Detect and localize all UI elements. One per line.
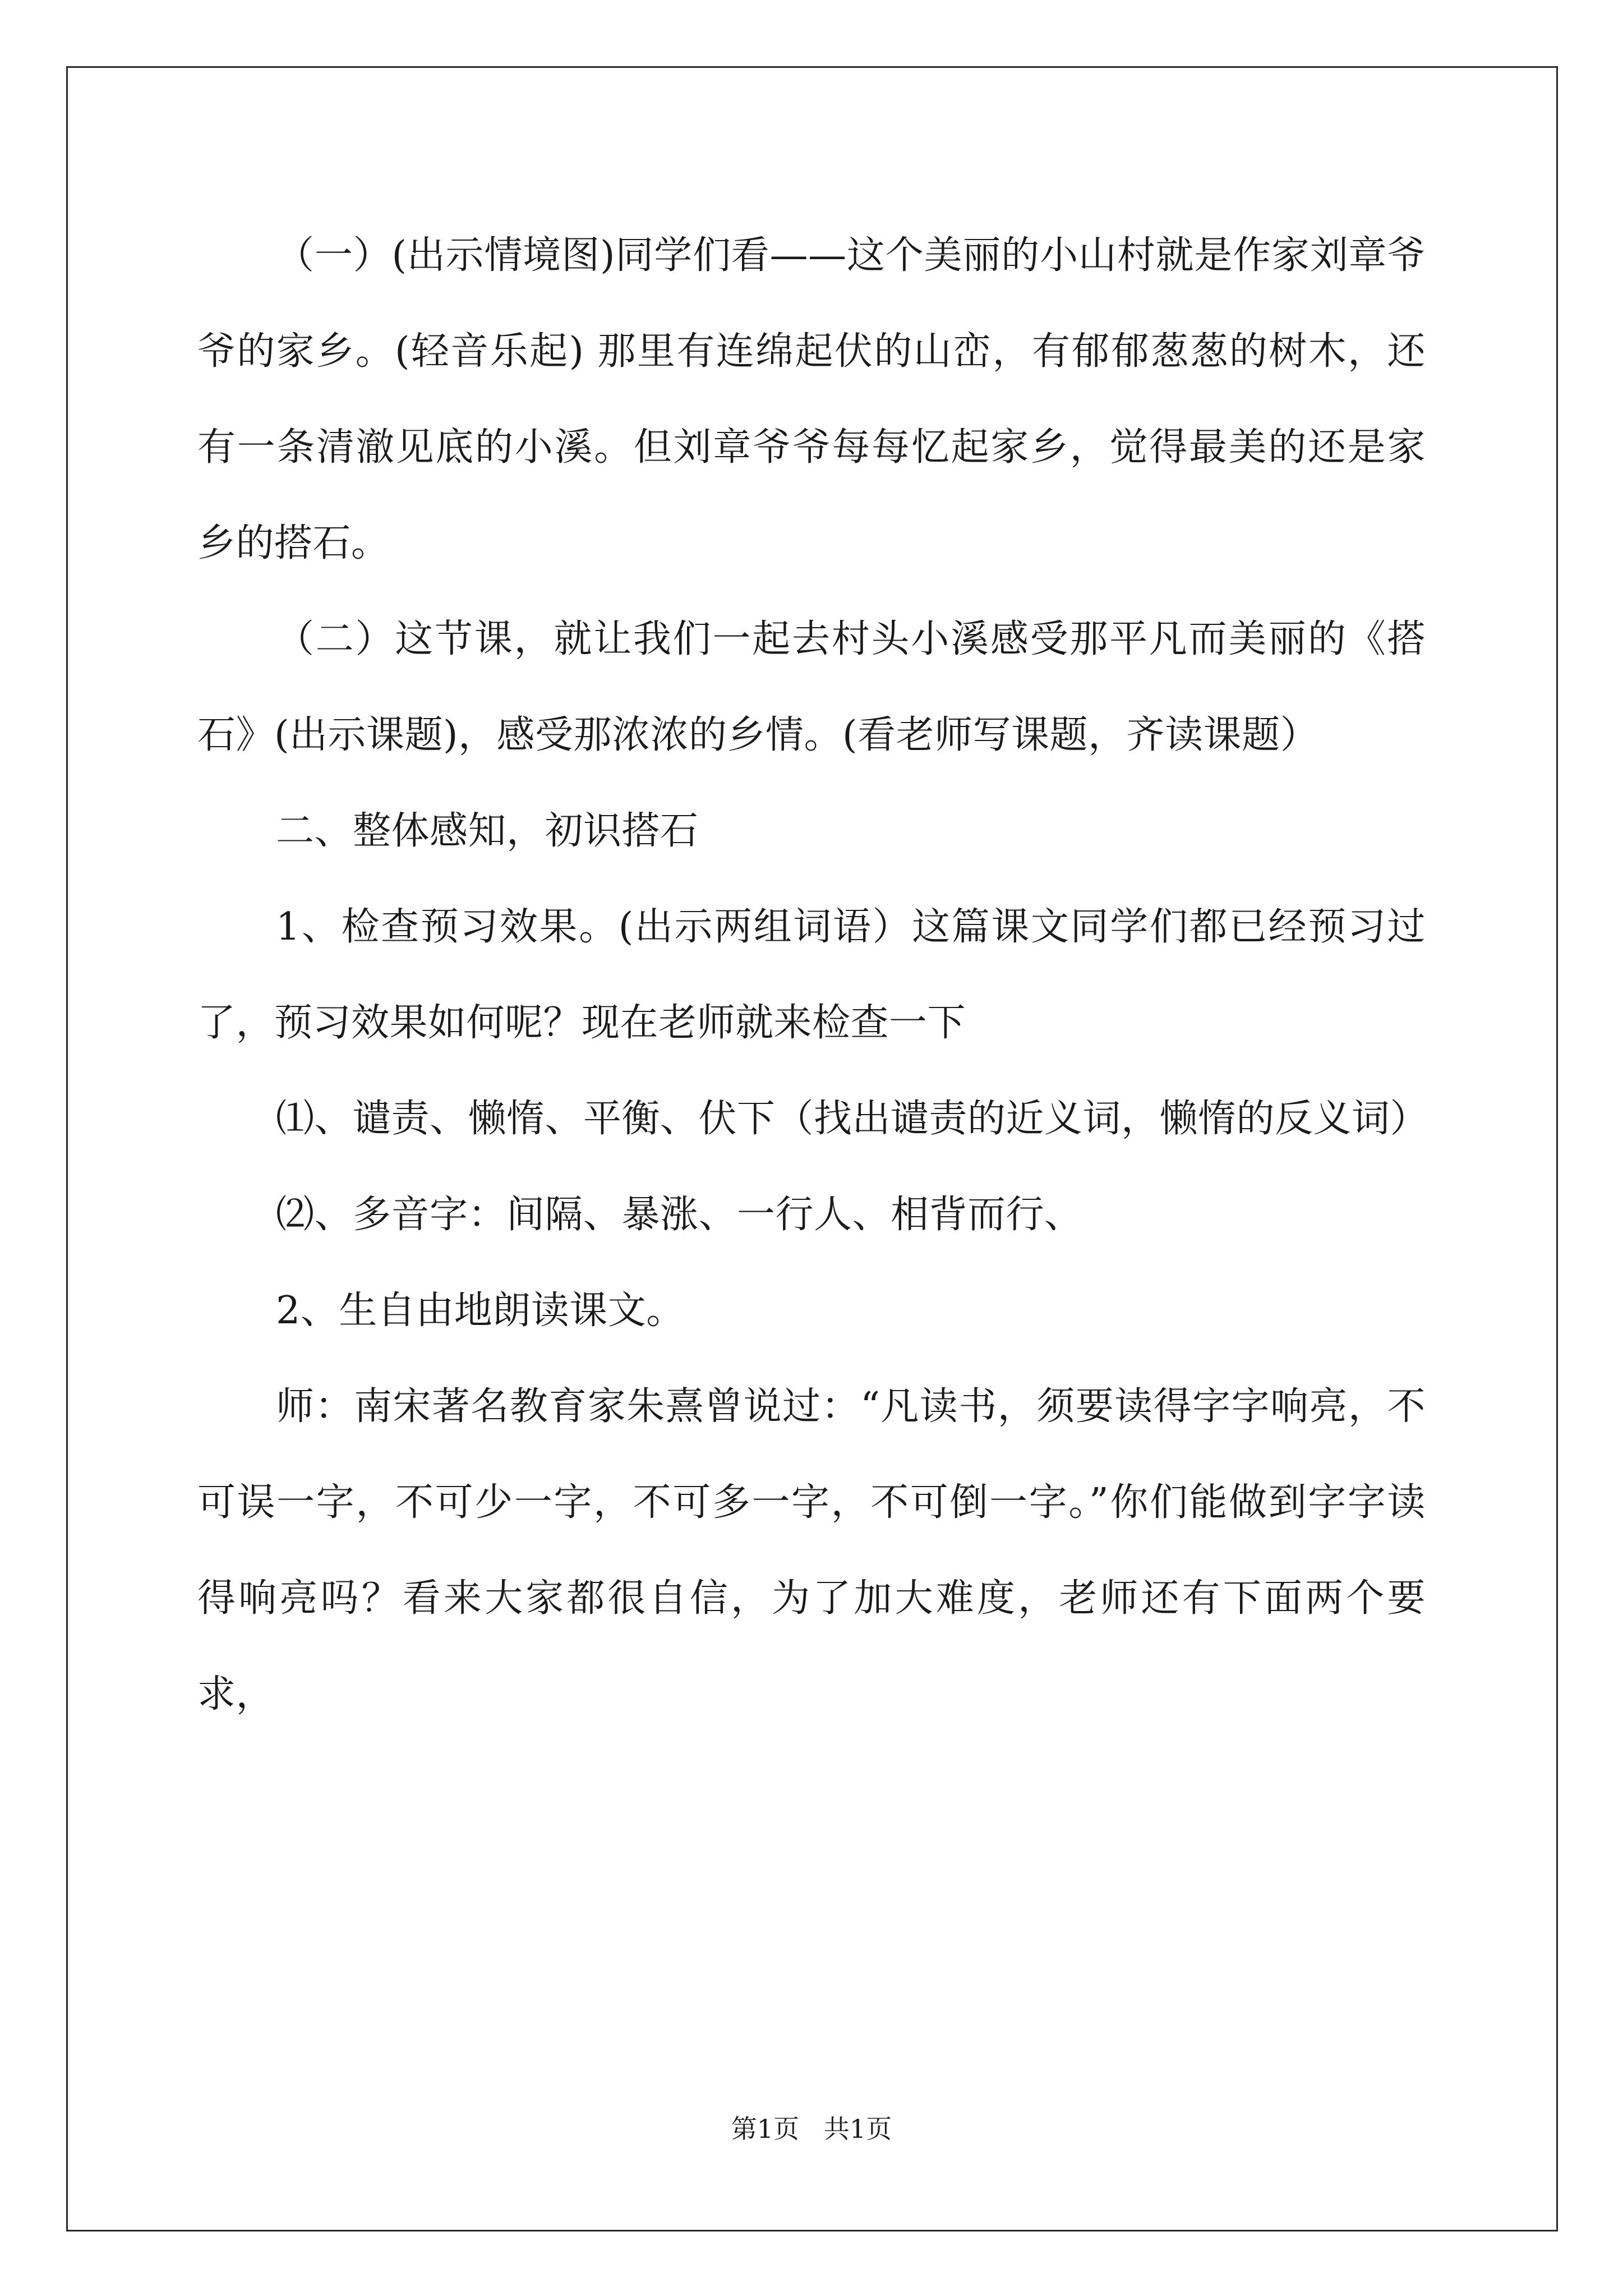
paragraph-word-group-2: ⑵、多音字：间隔、暴涨、一行人、相背而行、 [276,1193,1083,1237]
paragraph-check-preview: 1、检查预习效果。(出示两组词语）这篇课文同学们都已经预习过了，预习效果如何呢？现在老师就来检查一下 [197,905,1426,1045]
paragraph-teacher-quote: 师：南宋著名教育家朱熹曾说过：“凡读书，须要读得字字响亮，不可误一字，不可少一字，不可多一字，不可倒一字。”你们能做到字字读得响亮吗？看来大家都很自信，为了加大难度，老师还有下面两个要求， [197,1384,1426,1717]
paragraph-read-aloud: 2、生自由地朗读课文。 [276,1289,685,1333]
paragraph-word-group-1: ⑴、谴责、懒惰、平衡、伏下（找出谴责的近义词，懒惰的反义词） [276,1097,1429,1141]
section-heading-overview: 二、整体感知，初识搭石 [276,809,699,853]
page-number-footer: 第1页 共1页 [731,2114,892,2144]
paragraph-intro-scene: （一）(出示情境图)同学们看——这个美丽的小山村就是作家刘章爷爷的家乡。(轻音乐起) 那里有连绵起伏的山峦，有郁郁葱葱的树木，还有一条清澈见底的小溪。但刘章爷爷每每忆起家乡，觉得最美的还是家乡的搭石。 [197,233,1426,565]
paragraph-lesson-title: （二）这节课，就让我们一起去村头小溪感受那平凡而美丽的《搭石》(出示课题)，感受那浓浓的乡情。(看老师写课题，齐读课题） [197,617,1426,757]
document-body [197,208,1429,1742]
